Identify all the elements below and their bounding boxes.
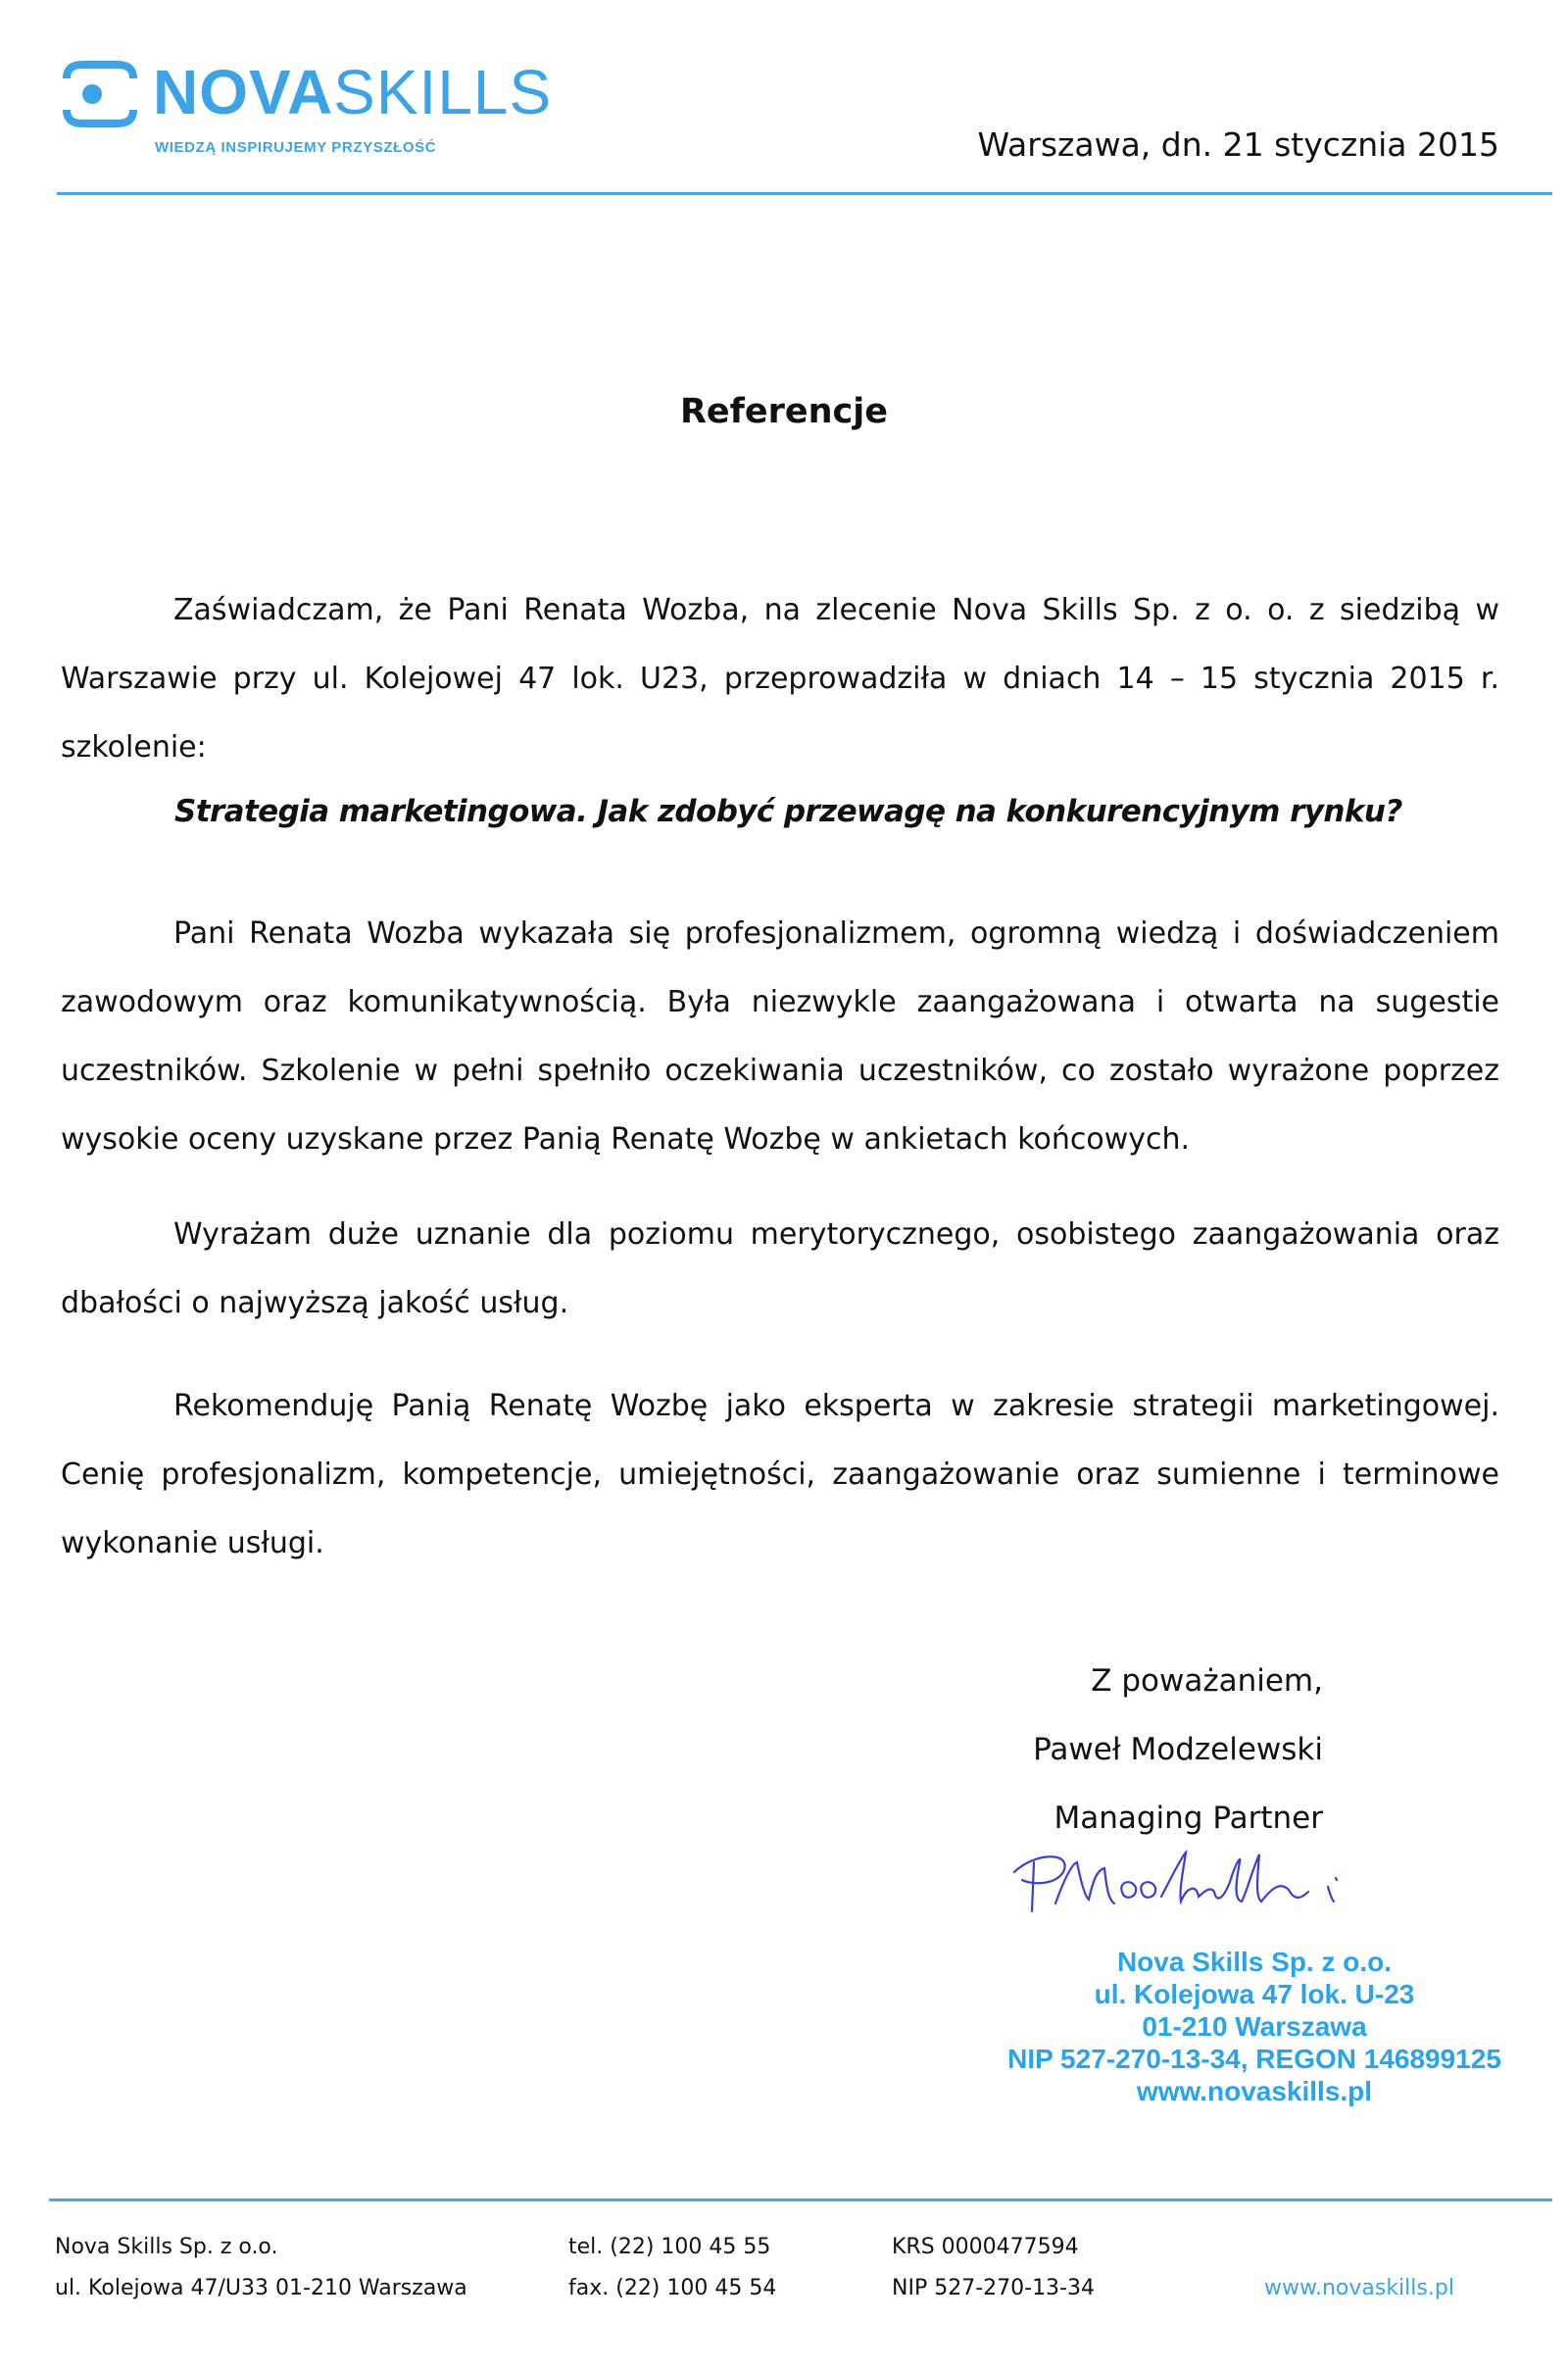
paragraph-certification (61, 576, 1499, 782)
stamp-website: www.novaskills.pl (1136, 2076, 1373, 2106)
eye-logo-icon (63, 61, 137, 127)
header-divider (57, 192, 1552, 195)
signatory-role: Managing Partner (1054, 1801, 1323, 1836)
paragraph-recommendation (61, 1372, 1499, 1578)
footer-company-name: Nova Skills Sp. z o.o. (55, 2235, 278, 2259)
letter-date: Warszawa, dn. 21 stycznia 2015 (977, 125, 1499, 164)
closing-phrase: Z poważaniem, (1091, 1663, 1323, 1699)
footer-contact (568, 2227, 776, 2309)
paragraph-evaluation (61, 900, 1499, 1174)
company-stamp (990, 1946, 1519, 2107)
paragraph-text: Zaświadczam, że Pani Renata Wozba, na zlecenie Nova Skills Sp. z o. o. z siedzibą w Warszawie przy ul. Kolejowej 47 lok. U23, przeprowadziła w dniach 14 – 15 stycznia 2015 r. szkolenie: (61, 593, 1499, 765)
company-tagline: WIEDZĄ INSPIRUJEMY PRZYSZŁOŚĆ (155, 139, 437, 156)
wordmark-nova: NOVA (153, 57, 334, 127)
paragraph-text: Rekomenduję Panią Renatę Wozbę jako eksperta w zakresie strategii marketingowej. Cenię profesjonalizm, kompetencje, umiejętności, zaangażowanie oraz sumienne i terminowe wykonanie usługi. (61, 1389, 1499, 1560)
paragraph-text: Wyrażam duże uznanie dla poziomu merytorycznego, osobistego zaangażowania oraz dbałości o najwyższą jakość usług. (61, 1217, 1499, 1320)
footer-registration (892, 2227, 1095, 2309)
paragraph-appreciation (61, 1201, 1499, 1338)
footer-company-info (55, 2227, 467, 2309)
footer-phone: tel. (22) 100 45 55 (568, 2235, 771, 2259)
footer-address: ul. Kolejowa 47/U33 01-210 Warszawa (55, 2276, 467, 2300)
footer-divider (49, 2198, 1552, 2201)
signature-icon (995, 1843, 1387, 1921)
course-title: Strategia marketingowa. Jak zdobyć przewagę na konkurencyjnym rynku? (174, 794, 1402, 829)
wordmark-skills: SKILLS (333, 57, 553, 127)
document-title: Referencje (679, 392, 889, 431)
signatory-name: Paweł Modzelewski (1033, 1732, 1323, 1767)
footer-nip: NIP 527-270-13-34 (892, 2276, 1095, 2300)
stamp-city: 01-210 Warszawa (1142, 2011, 1367, 2042)
company-wordmark (153, 57, 553, 127)
stamp-street: ul. Kolejowa 47 lok. U-23 (1094, 1979, 1415, 2009)
stamp-registration: NIP 527-270-13-34, REGON 146899125 (1007, 2044, 1501, 2074)
footer-website-link[interactable]: www.novaskills.pl (1264, 2276, 1454, 2300)
stamp-company-name: Nova Skills Sp. z o.o. (1116, 1947, 1393, 1977)
paragraph-text: Pani Renata Wozba wykazała się profesjonalizmem, ogromną wiedzą i doświadczeniem zawodowym oraz komunikatywnością. Była niezwykle zaangażowana i otwarta na sugestie uczestników. Szkolenie w pełni spełniło oczekiwania uczestników, co zostało wyrażone poprzez wysokie oceny uzyskane przez Panią Renatę Wozbę w ankietach końcowych. (61, 916, 1499, 1157)
footer-fax: fax. (22) 100 45 54 (568, 2276, 777, 2300)
footer-krs: KRS 0000477594 (892, 2235, 1079, 2259)
signoff-block (1033, 1647, 1323, 1852)
